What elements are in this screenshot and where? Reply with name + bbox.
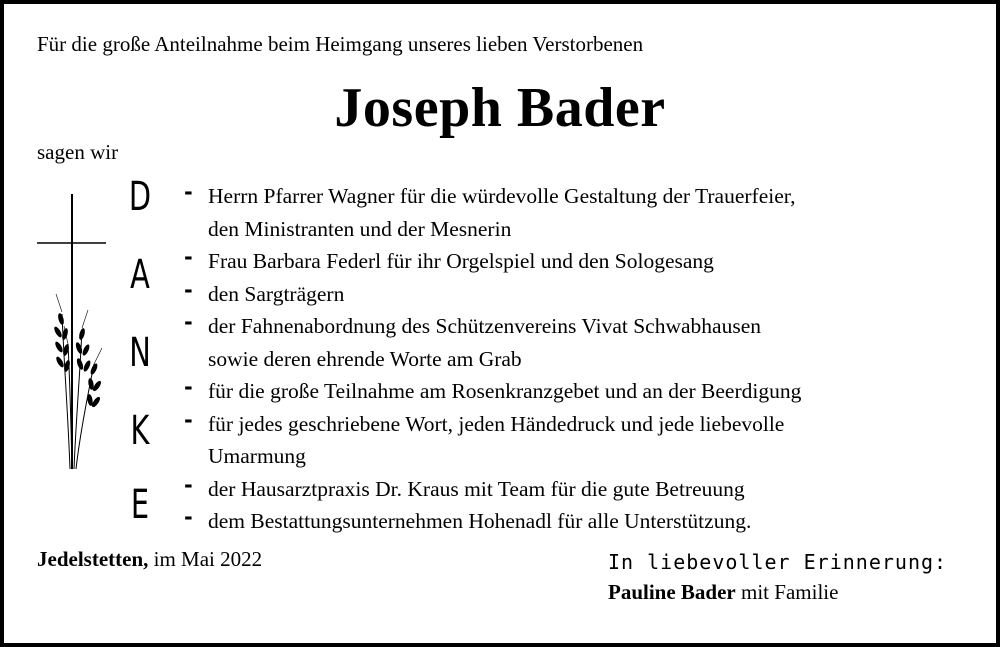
item-line: der Hausarztpraxis Dr. Kraus mit Team für die gute Betreuung	[208, 476, 745, 501]
place-date	[37, 547, 262, 572]
danke-letter: A	[130, 252, 150, 298]
place-town: Jedelstetten,	[37, 547, 149, 571]
list-item	[184, 245, 974, 278]
item-line: Frau Barbara Federl für ihr Orgelspiel und den Sologesang	[208, 249, 714, 273]
danke-letter: K	[130, 408, 150, 454]
item-line: den Ministranten und der Mesnerin	[208, 216, 512, 241]
list-item	[184, 505, 974, 538]
dash-marker: -	[184, 375, 193, 399]
danke-letter: N	[129, 330, 151, 376]
dash-marker: -	[184, 472, 193, 497]
item-line: für jedes geschriebene Wort, jeden Händedruck und jede liebevolle	[208, 411, 785, 436]
list-item	[184, 375, 974, 408]
cross-with-wheat-icon	[34, 194, 114, 474]
lead-text: sagen wir	[37, 140, 119, 164]
danke-letter: D	[128, 174, 152, 220]
list-item	[184, 180, 974, 245]
item-line: den Sargträgern	[208, 281, 345, 306]
signature	[608, 580, 838, 605]
intro-text: Für die große Anteilnahme beim Heimgang unseres lieben Verstorbenen	[37, 32, 644, 56]
dash-marker: -	[184, 180, 193, 204]
dash-marker: -	[184, 407, 193, 432]
list-item	[184, 473, 974, 506]
signature-name: Pauline Bader	[608, 580, 736, 604]
item-line: dem Bestattungsunternehmen Hohenadl für alle Unterstützung.	[208, 509, 752, 533]
dash-marker: -	[184, 245, 193, 269]
thanks-list	[184, 180, 974, 538]
danke-letter: E	[130, 482, 150, 528]
item-line: Umarmung	[208, 444, 306, 468]
memory-line: In liebevoller Erinnerung:	[608, 550, 948, 574]
signature-rest: mit Familie	[735, 580, 839, 604]
dash-marker: -	[184, 310, 193, 334]
list-item	[184, 278, 974, 311]
deceased-name: Joseph Bader	[334, 77, 666, 139]
item-line: sowie deren ehrende Worte am Grab	[208, 346, 522, 371]
dash-marker: -	[184, 277, 193, 302]
dash-marker: -	[184, 505, 193, 529]
obituary-card	[4, 4, 996, 643]
item-line: Herrn Pfarrer Wagner für die würdevolle Gestaltung der Trauerfeier,	[208, 184, 796, 208]
list-item	[184, 408, 974, 473]
place-date-text: im Mai 2022	[148, 547, 263, 571]
item-line: der Fahnenabordnung des Schützenvereins Vivat Schwabhausen	[208, 314, 761, 338]
item-line: für die große Teilnahme am Rosenkranzgebet und an der Beerdigung	[208, 379, 802, 403]
list-item	[184, 310, 974, 375]
